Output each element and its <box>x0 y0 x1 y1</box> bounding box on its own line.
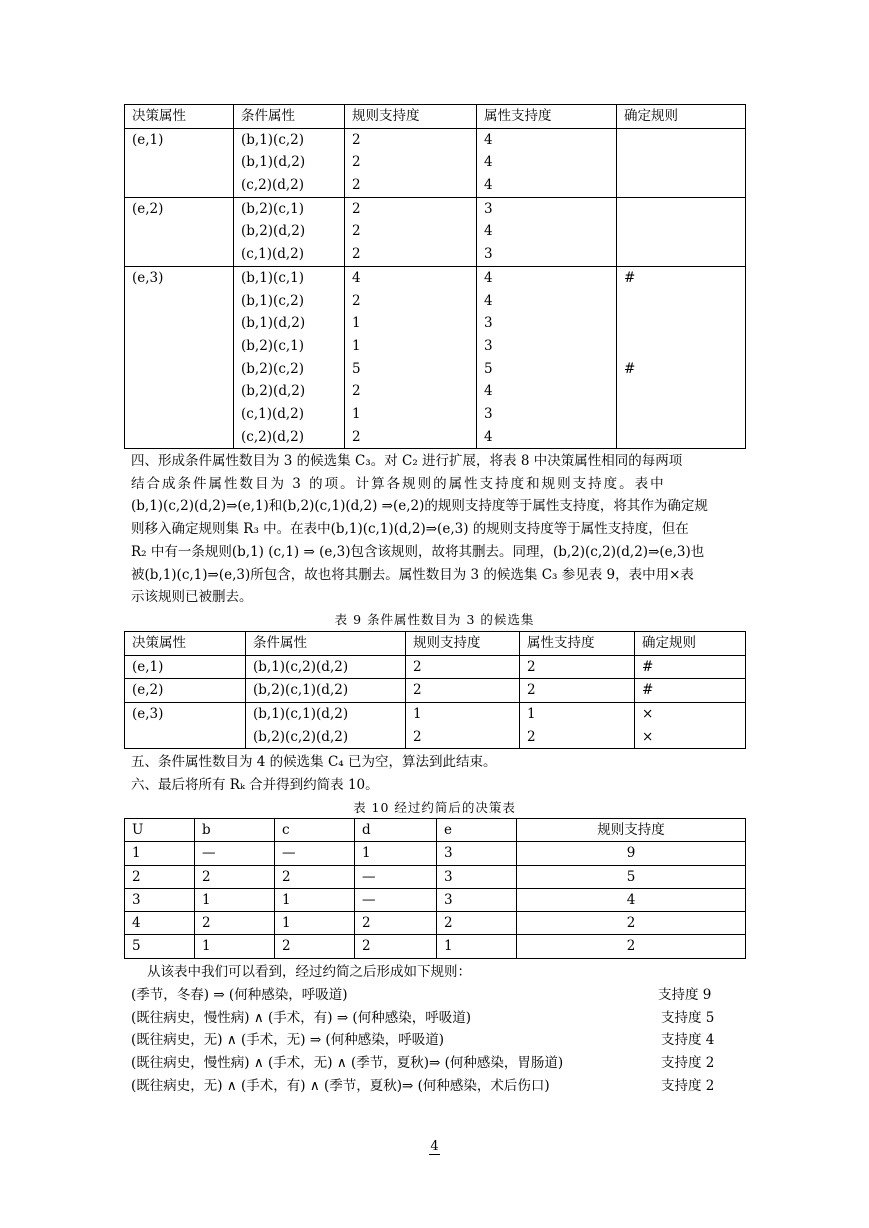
table-cell: — <box>275 842 355 865</box>
paragraph-line: 示该规则已被删去。 <box>131 589 253 606</box>
table-cell: 2 <box>275 865 355 888</box>
table-cell: 9 <box>517 842 746 865</box>
page-number <box>0 1139 869 1154</box>
page-number-text: 4 <box>430 1139 439 1154</box>
rule-support-cell: 1 2 <box>406 703 520 749</box>
table-9-caption: 表 9 条件属性数目为 3 的候选集 <box>334 612 535 627</box>
table-row <box>125 679 746 703</box>
table-row <box>125 655 746 679</box>
table-cell: 2 <box>517 935 746 958</box>
rule-item <box>131 1052 731 1075</box>
paragraph-line: 则移入确定规则集 R₃ 中。在表中(b,1)(c,1)(d,2)⇒(e,3) 的规则支持度等于属性支持度，但在 <box>131 521 689 538</box>
header-cell: 规则支持度 <box>406 632 520 656</box>
table-10 <box>124 818 746 959</box>
attr-support-cell: 4 4 4 <box>477 128 617 197</box>
header-cell: 条件属性 <box>234 105 345 129</box>
paragraph-line: (b,1)(c,2)(d,2)⇒(e,1)和(b,2)(c,1)(d,2) ⇒(e,2)的规则支持度等于属性支持度，将其作为确定规 <box>131 498 708 515</box>
rule-item <box>131 1029 731 1052</box>
rule-item <box>131 1007 731 1030</box>
attr-support-cell: 2 <box>520 655 635 679</box>
rule-item <box>131 1075 731 1098</box>
table-10-caption: 表 10 经过约简后的决策表 <box>353 800 516 815</box>
rule-support: 支持度 2 <box>661 1077 715 1094</box>
section-4-paragraph <box>131 450 743 609</box>
header-cell: c <box>275 819 355 842</box>
rule-item <box>131 984 731 1007</box>
rule-text: (季节，冬春) ⇒ (何种感染，呼吸道) <box>131 987 348 1003</box>
confirm-cell: × × <box>635 703 746 749</box>
table-row <box>125 912 746 935</box>
condition-cell: (b,2)(c,1)(d,2) <box>246 679 406 703</box>
header-cell: 属性支持度 <box>520 632 635 656</box>
header-cell: e <box>437 819 517 842</box>
header-cell: d <box>355 819 437 842</box>
rule-support: 支持度 9 <box>658 987 712 1003</box>
table-9 <box>124 631 746 749</box>
table-cell: 1 <box>125 842 195 865</box>
rule-support: 支持度 2 <box>661 1055 715 1072</box>
attr-support-cell: 1 2 <box>520 703 635 749</box>
section-6-text: 六、最后将所有 Rₖ 合并得到约简表 10。 <box>131 777 379 793</box>
table-header-row <box>125 105 746 129</box>
confirm-cell: # <box>635 679 746 703</box>
header-cell: 确定规则 <box>635 632 746 656</box>
header-cell: 确定规则 <box>617 105 746 129</box>
table-cell: 2 <box>355 935 437 958</box>
confirm-cell: # <box>635 655 746 679</box>
table-cell: — <box>195 842 275 865</box>
decision-cell: (e,1) <box>125 128 234 197</box>
decision-cell: (e,2) <box>125 679 246 703</box>
table-header-row <box>125 632 746 656</box>
table-cell: 3 <box>125 888 195 911</box>
condition-cell: (b,1)(c,1)(d,2) (b,2)(c,2)(d,2) <box>246 703 406 749</box>
rule-support-cell: 4 2 1 1 5 2 1 2 <box>345 266 477 449</box>
table-row <box>125 197 746 266</box>
decision-cell: (e,2) <box>125 197 234 266</box>
attr-support-cell: 2 <box>520 679 635 703</box>
condition-cell: (b,1)(c,1) (b,1)(c,2) (b,1)(d,2) (b,2)(c,1) (b,2)(c,2) (b,2)(d,2) (c,1)(d,2) (c,2)(d,2) <box>234 266 345 449</box>
header-cell: 条件属性 <box>246 632 406 656</box>
rule-text: (既往病史，慢性病) ∧ (手术，有) ⇒ (何种感染，呼吸道) <box>131 1009 471 1026</box>
table-cell: 3 <box>437 842 517 865</box>
table-8 <box>124 104 746 449</box>
rule-support-cell: 2 <box>406 655 520 679</box>
table-cell: — <box>355 888 437 911</box>
condition-cell: (b,1)(c,2)(d,2) <box>246 655 406 679</box>
rule-text: (既往病史，无) ∧ (手术，无) ⇒ (何种感染，呼吸道) <box>131 1032 444 1049</box>
rule-support-cell: 2 2 2 <box>345 197 477 266</box>
paragraph-line: 四、形成条件属性数目为 3 的候选集 C₃。对 C₂ 进行扩展，将表 8 中决策属性相同的每两项 <box>131 453 683 469</box>
table-cell: 2 <box>517 912 746 935</box>
rule-support: 支持度 5 <box>661 1009 715 1026</box>
table-cell: 3 <box>437 888 517 911</box>
section-5-text: 五、条件属性数目为 4 的候选集 C₄ 已为空，算法到此结束。 <box>131 754 497 770</box>
header-cell: 规则支持度 <box>345 105 477 129</box>
confirm-cell <box>617 128 746 197</box>
table-cell: 1 <box>355 842 437 865</box>
decision-cell: (e,1) <box>125 655 246 679</box>
table-cell: 2 <box>195 912 275 935</box>
rule-support-cell: 2 <box>406 679 520 703</box>
confirm-cell <box>617 197 746 266</box>
table-cell: 4 <box>517 888 746 911</box>
rules-intro: 从该表中我们可以看到，经过约简之后形成如下规则： <box>147 964 471 980</box>
table-header-row <box>125 819 746 842</box>
table-row <box>125 266 746 449</box>
table-cell: 5 <box>517 865 746 888</box>
confirm-cell: # # <box>617 266 746 449</box>
table-row <box>125 128 746 197</box>
header-cell: 规则支持度 <box>517 819 746 842</box>
paragraph-line: 结合成条件属性数目为 3 的项。计算各规则的属性支持度和规则支持度。表中 <box>131 475 666 492</box>
table-cell: 2 <box>275 935 355 958</box>
table-cell: 1 <box>195 888 275 911</box>
table-cell: 4 <box>125 912 195 935</box>
table-row <box>125 842 746 865</box>
table-cell: — <box>355 865 437 888</box>
header-cell: U <box>125 819 195 842</box>
rule-support: 支持度 4 <box>661 1032 715 1049</box>
table-cell: 1 <box>437 935 517 958</box>
header-cell: b <box>195 819 275 842</box>
paragraph-line: R₂ 中有一条规则(b,1) (c,1) ⇒ (e,3)包含该规则，故将其删去。同理，(b,2)(c,2)(d,2)⇒(e,3)也 <box>131 543 705 560</box>
header-cell: 属性支持度 <box>477 105 617 129</box>
table-row <box>125 865 746 888</box>
table-cell: 1 <box>275 888 355 911</box>
attr-support-cell: 3 4 3 <box>477 197 617 266</box>
table-cell: 1 <box>195 935 275 958</box>
table-cell: 2 <box>195 865 275 888</box>
table-cell: 2 <box>437 912 517 935</box>
condition-cell: (b,1)(c,2) (b,1)(d,2) (c,2)(d,2) <box>234 128 345 197</box>
decision-cell: (e,3) <box>125 703 246 749</box>
table-row <box>125 935 746 958</box>
table-row <box>125 888 746 911</box>
table-cell: 2 <box>125 865 195 888</box>
table-cell: 3 <box>437 865 517 888</box>
attr-support-cell: 4 4 3 3 5 4 3 4 <box>477 266 617 449</box>
rule-text: (既往病史，慢性病) ∧ (手术，无) ∧ (季节，夏秋)⇒ (何种感染，胃肠道) <box>131 1055 564 1072</box>
table-row <box>125 703 746 749</box>
header-cell: 决策属性 <box>125 105 234 129</box>
header-cell: 决策属性 <box>125 632 246 656</box>
table-cell: 1 <box>275 912 355 935</box>
table-cell: 2 <box>355 912 437 935</box>
table-cell: 5 <box>125 935 195 958</box>
condition-cell: (b,2)(c,1) (b,2)(d,2) (c,1)(d,2) <box>234 197 345 266</box>
paragraph-line: 被(b,1)(c,1)⇒(e,3)所包含，故也将其删去。属性数目为 3 的候选集 C₃ 参见表 9，表中用×表 <box>131 566 694 583</box>
rule-text: (既往病史，无) ∧ (手术，有) ∧ (季节，夏秋)⇒ (何种感染，术后伤口) <box>131 1077 550 1094</box>
decision-cell: (e,3) <box>125 266 234 449</box>
rules-list <box>131 984 731 1097</box>
rule-support-cell: 2 2 2 <box>345 128 477 197</box>
